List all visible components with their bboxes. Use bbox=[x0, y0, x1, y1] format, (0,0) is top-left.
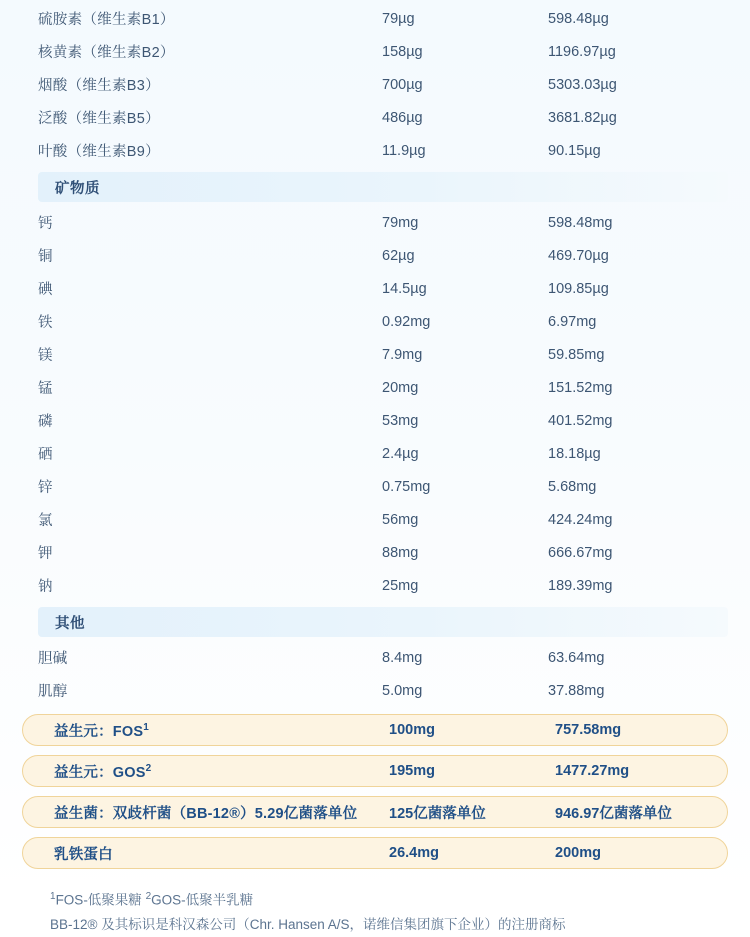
nutrient-name: 烟酸（维生素B3） bbox=[38, 78, 160, 94]
nutrient-value-per-100g: 25mg bbox=[382, 577, 419, 594]
nutrient-value-per-100g: 62µg bbox=[382, 247, 415, 264]
nutrient-name: 硫胺素（维生素B1） bbox=[38, 12, 175, 28]
nutrient-name: 核黄素（维生素B2） bbox=[38, 45, 175, 61]
table-row bbox=[0, 101, 750, 134]
nutrient-value-per-serving: 151.52mg bbox=[548, 379, 613, 396]
nutrient-name: 肌醇 bbox=[38, 684, 68, 700]
table-section-header bbox=[0, 172, 750, 202]
table-row bbox=[0, 371, 750, 404]
nutrient-value-per-100g: 0.92mg bbox=[382, 313, 431, 330]
table-row bbox=[0, 470, 750, 503]
footnote-line-2: BB-12® 及其标识是科汉森公司（Chr. Hansen A/S，诺维信集团旗下企业）的注册商标 bbox=[50, 916, 566, 932]
nutrient-value-per-serving: 37.88mg bbox=[548, 682, 605, 699]
nutrient-value-per-100g: 88mg bbox=[382, 544, 419, 561]
table-row bbox=[0, 503, 750, 536]
table-row bbox=[0, 641, 750, 674]
nutrient-name: 铁 bbox=[38, 315, 53, 331]
nutrient-value-per-serving: 189.39mg bbox=[548, 577, 613, 594]
nutrient-name: 胆碱 bbox=[38, 651, 68, 667]
table-row bbox=[0, 536, 750, 569]
table-section-header bbox=[0, 607, 750, 637]
highlight-rows bbox=[0, 714, 750, 869]
nutrient-value-per-100g: 53mg bbox=[382, 412, 419, 429]
nutrient-value-per-100g: 5.0mg bbox=[382, 682, 423, 699]
highlight-value-per-100g: 195mg bbox=[389, 763, 435, 779]
nutrient-name: 铜 bbox=[38, 249, 53, 265]
nutrient-value-per-100g: 20mg bbox=[382, 379, 419, 396]
nutrient-name: 磷 bbox=[38, 414, 53, 430]
highlight-name-text: 益生元：FOS bbox=[54, 723, 144, 740]
nutrient-value-per-serving: 424.24mg bbox=[548, 511, 613, 528]
table-row bbox=[0, 134, 750, 167]
footnote-marker-1: 1 bbox=[50, 891, 56, 902]
table-row bbox=[0, 305, 750, 338]
nutrient-value-per-serving: 59.85mg bbox=[548, 346, 605, 363]
highlight-name-text: 益生元：GOS bbox=[54, 764, 146, 781]
nutrient-name: 硒 bbox=[38, 447, 53, 463]
highlight-value-per-100g: 125亿菌落单位 bbox=[389, 805, 486, 822]
nutrient-value-per-100g: 486µg bbox=[382, 109, 423, 126]
highlight-row bbox=[22, 714, 728, 746]
footnote-text-1a: FOS-低聚果糖 bbox=[55, 892, 146, 908]
nutrient-value-per-serving: 3681.82µg bbox=[548, 109, 617, 126]
section-title: 其他 bbox=[55, 615, 85, 632]
section-band bbox=[38, 172, 728, 202]
highlight-value-per-100g: 100mg bbox=[389, 722, 435, 738]
nutrient-name: 钾 bbox=[38, 546, 53, 562]
nutrient-value-per-100g: 2.4µg bbox=[382, 445, 419, 462]
nutrient-value-per-100g: 0.75mg bbox=[382, 478, 431, 495]
nutrient-value-per-100g: 79µg bbox=[382, 10, 415, 27]
nutrient-value-per-serving: 598.48µg bbox=[548, 10, 609, 27]
nutrient-value-per-100g: 11.9µg bbox=[382, 142, 426, 159]
table-row bbox=[0, 272, 750, 305]
section-band bbox=[38, 607, 728, 637]
nutrient-value-per-serving: 5303.03µg bbox=[548, 76, 617, 93]
highlight-row bbox=[22, 837, 728, 869]
nutrient-name: 氯 bbox=[38, 513, 53, 529]
nutrient-value-per-100g: 7.9mg bbox=[382, 346, 423, 363]
highlight-name bbox=[54, 761, 389, 782]
nutrient-value-per-serving: 63.64mg bbox=[548, 649, 605, 666]
nutrient-name: 泛酸（维生素B5） bbox=[38, 111, 160, 127]
nutrient-value-per-100g: 700µg bbox=[382, 76, 423, 93]
highlight-value-per-100g: 26.4mg bbox=[389, 845, 439, 861]
nutrient-name: 锌 bbox=[38, 480, 53, 496]
nutrient-value-per-serving: 469.70µg bbox=[548, 247, 609, 264]
highlight-name bbox=[54, 802, 389, 823]
nutrient-name: 钙 bbox=[38, 216, 53, 232]
highlight-name-superscript: 2 bbox=[145, 762, 152, 774]
highlight-name-text: 乳铁蛋白 bbox=[54, 846, 113, 863]
nutrient-value-per-serving: 401.52mg bbox=[548, 412, 613, 429]
nutrient-value-per-serving: 109.85µg bbox=[548, 280, 609, 297]
table-row bbox=[0, 437, 750, 470]
nutrient-value-per-serving: 1196.97µg bbox=[548, 43, 616, 60]
highlight-row bbox=[22, 796, 728, 828]
nutrient-value-per-serving: 90.15µg bbox=[548, 142, 601, 159]
nutrient-value-per-serving: 666.67mg bbox=[548, 544, 613, 561]
nutrient-value-per-100g: 56mg bbox=[382, 511, 419, 528]
highlight-value-per-serving: 200mg bbox=[555, 845, 601, 861]
table-row bbox=[0, 404, 750, 437]
highlight-name bbox=[54, 843, 389, 864]
nutrient-name: 碘 bbox=[38, 282, 53, 298]
table-row bbox=[0, 2, 750, 35]
nutrient-value-per-100g: 14.5µg bbox=[382, 280, 427, 297]
highlight-row bbox=[22, 755, 728, 787]
table-row bbox=[0, 35, 750, 68]
footnote-line-1 bbox=[50, 885, 730, 913]
highlight-name bbox=[54, 720, 389, 741]
highlight-name-superscript: 1 bbox=[143, 721, 149, 733]
nutrient-value-per-100g: 8.4mg bbox=[382, 649, 423, 666]
nutrient-value-per-serving: 5.68mg bbox=[548, 478, 597, 495]
table-row bbox=[0, 338, 750, 371]
highlight-value-per-serving: 946.97亿菌落单位 bbox=[555, 805, 672, 822]
highlight-name-text: 益生菌：双歧杆菌（BB-12®）5.29亿菌落单位 bbox=[54, 805, 358, 822]
nutrient-name: 钠 bbox=[38, 579, 53, 595]
section-title: 矿物质 bbox=[55, 180, 100, 197]
nutrient-value-per-serving: 6.97mg bbox=[548, 313, 597, 330]
nutrient-value-per-serving: 18.18µg bbox=[548, 445, 601, 462]
footnote-marker-2: 2 bbox=[145, 891, 152, 902]
nutrient-value-per-serving: 598.48mg bbox=[548, 214, 613, 231]
highlight-value-per-serving: 1477.27mg bbox=[555, 763, 630, 779]
highlight-value-per-serving: 757.58mg bbox=[555, 722, 622, 738]
footnotes bbox=[0, 885, 750, 937]
table-row bbox=[0, 569, 750, 602]
table-row bbox=[0, 674, 750, 707]
nutrient-name: 镁 bbox=[38, 348, 53, 364]
table-row bbox=[0, 239, 750, 272]
nutrient-value-per-100g: 158µg bbox=[382, 43, 423, 60]
footnote-text-1b: GOS-低聚半乳糖 bbox=[151, 892, 254, 908]
nutrient-value-per-100g: 79mg bbox=[382, 214, 419, 231]
nutrient-name: 锰 bbox=[38, 381, 53, 397]
table-row bbox=[0, 206, 750, 239]
nutrient-name: 叶酸（维生素B9） bbox=[38, 144, 160, 160]
table-row bbox=[0, 68, 750, 101]
